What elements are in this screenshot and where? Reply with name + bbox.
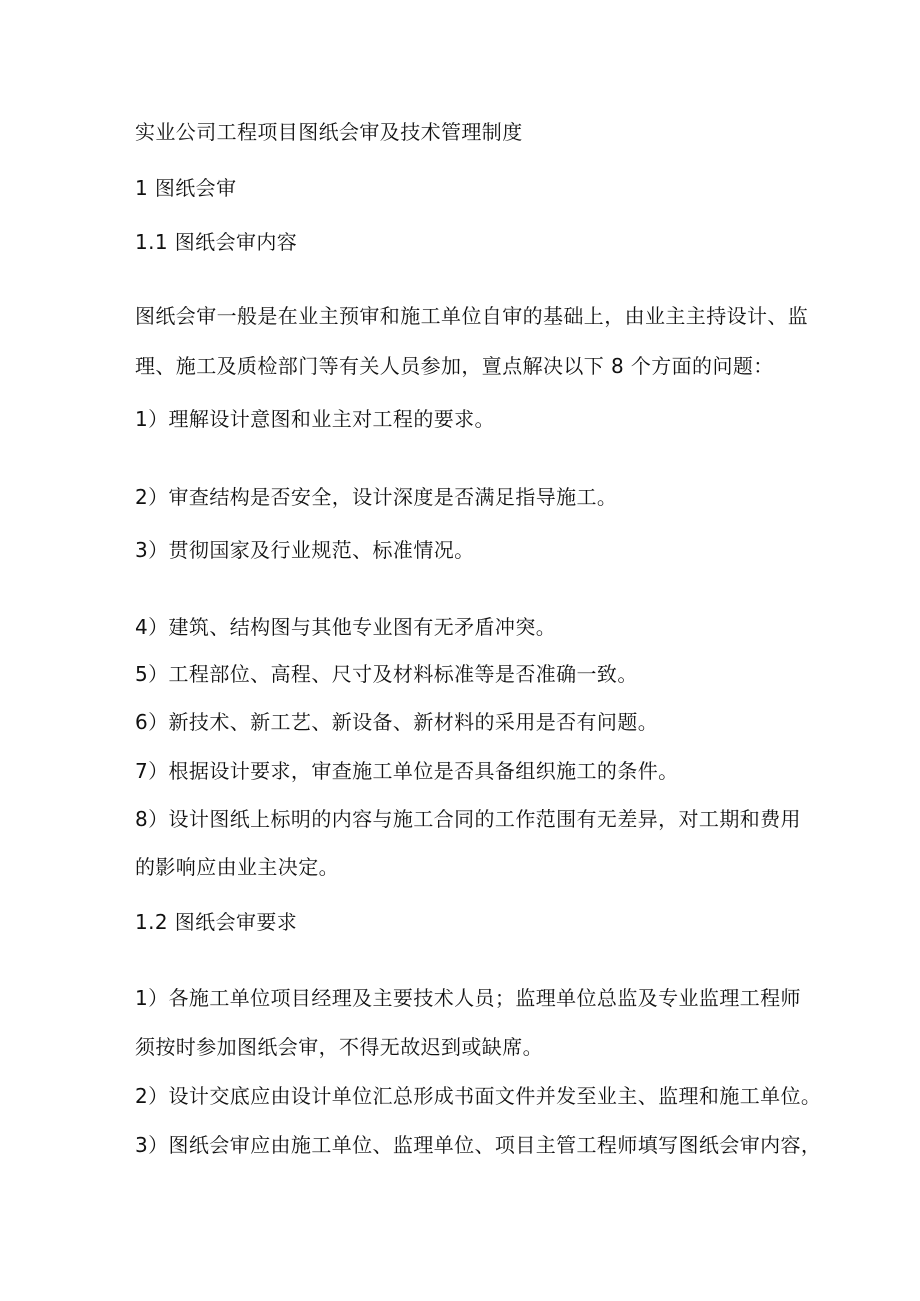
list-item-1: 1）理解设计意图和业主对工程的要求。 [135,407,495,431]
list-item-5: 5）工程部位、高程、尺寸及材料标准等是否准确一致。 [135,662,638,686]
section-heading-1-1: 1.1 图纸会审内容 [135,230,298,254]
section-heading-1-2: 1.2 图纸会审要求 [135,910,298,934]
intro-paragraph-line-1: 图纸会审一般是在业主预审和施工单位自审的基础上，由业主主持设计、监 [135,304,809,328]
list-item-2: 2）审查结构是否安全，设计深度是否满足指导施工。 [135,485,618,509]
requirement-3-line-1: 3）图纸会审应由施工单位、监理单位、项目主管工程师填写图纸会审内容， [135,1133,822,1157]
list-item-6: 6）新技术、新工艺、新设备、新材料的采用是否有问题。 [135,710,659,734]
list-item-4: 4）建筑、结构图与其他专业图有无矛盾冲突。 [135,615,557,639]
section-heading-1: 1 图纸会审 [135,176,237,200]
document-title: 实业公司工程项目图纸会审及技术管理制度 [135,120,523,144]
list-item-8-line-1: 8）设计图纸上标明的内容与施工合同的工作范围有无差异，对工期和费用 [135,807,801,831]
list-item-7: 7）根据设计要求，审查施工单位是否具备组织施工的条件。 [135,759,679,783]
requirement-2: 2）设计交底应由设计单位汇总形成书面文件并发至业主、监理和施工单位。 [135,1084,822,1108]
list-item-3: 3）贯彻国家及行业规范、标准情况。 [135,538,475,562]
intro-paragraph-line-2: 理、施工及质检部门等有关人员参加，亶点解决以下 8 个方面的问题： [135,354,774,378]
requirement-1-line-1: 1）各施工单位项目经理及主要技术人员；监理单位总监及专业监理工程师 [135,986,801,1010]
list-item-8-line-2: 的影响应由业主决定。 [135,855,339,879]
requirement-1-line-2: 须按时参加图纸会审，不得无故迟到或缺席。 [135,1035,543,1059]
